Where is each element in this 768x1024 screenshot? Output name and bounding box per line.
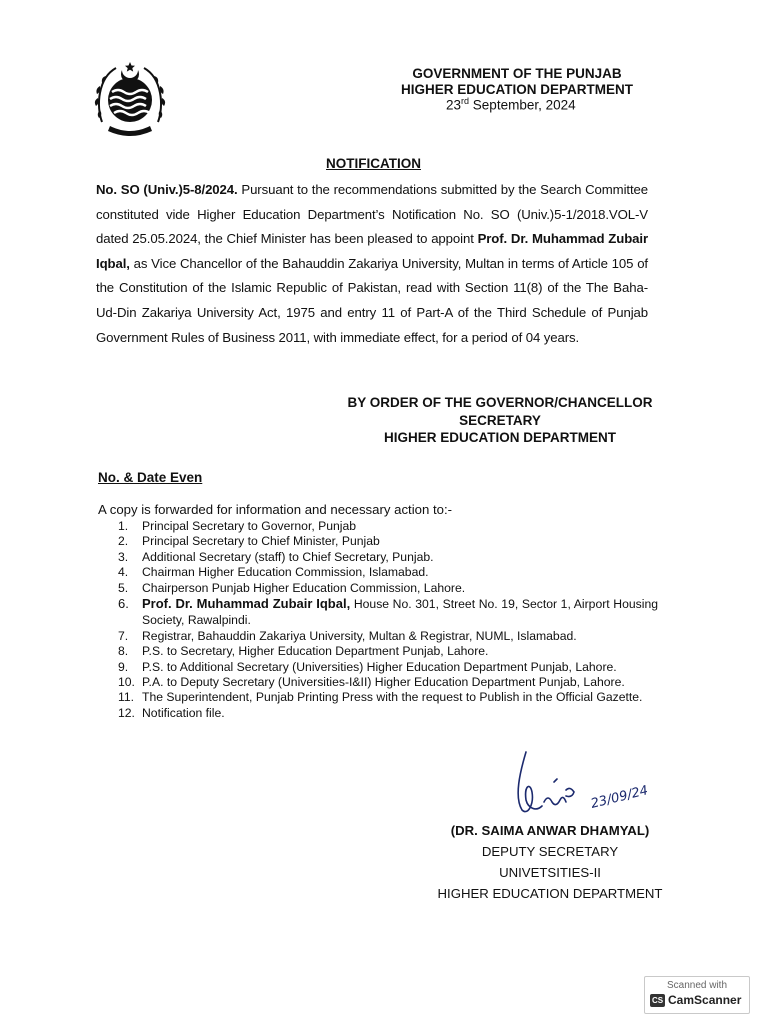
- order-line-3: HIGHER EDUCATION DEPARTMENT: [384, 430, 616, 445]
- list-item: [118, 675, 658, 690]
- list-item: [118, 550, 658, 565]
- item-text: Registrar, Bahauddin Zakariya University, Multan & Registrar, NUML, Islamabad.: [142, 628, 577, 643]
- appointee-name: Prof. Dr. Muhammad Zubair Iqbal,: [96, 231, 648, 271]
- notification-text-1: Pursuant to the recommendations submitted by the Search Committee constituted vide Higher Education Department’s Notification No. SO (Univ.)5-1/2018.VOL-V dated 25.05.2024, the Chief Minister has been pleased to appoint: [96, 182, 648, 247]
- list-item: [118, 565, 658, 580]
- copy-intro: A copy is forwarded for information and necessary action to:-: [98, 502, 453, 517]
- signature-date: 23/09/24: [589, 783, 650, 812]
- signatory-designation: DEPUTY SECRETARY: [481, 844, 619, 859]
- handwritten-signature: [500, 742, 680, 827]
- order-line-2: SECRETARY: [459, 412, 541, 428]
- item-number: 9.: [118, 659, 129, 674]
- date-month-year: September, 2024: [469, 97, 576, 113]
- item-number: 3.: [118, 549, 129, 564]
- item-text: Principal Secretary to Chief Minister, Punjab: [142, 534, 380, 549]
- notification-body: [96, 178, 648, 350]
- item-text: P.S. to Additional Secretary (Universities) Higher Education Department Punjab, Lahore.: [142, 659, 617, 674]
- department-title: HIGHER EDUCATION DEPARTMENT: [401, 82, 633, 97]
- camscanner-logo-icon: CS: [651, 996, 664, 1005]
- item-number: 10.: [118, 675, 135, 690]
- item-number: 2.: [118, 534, 129, 549]
- list-item: [118, 581, 658, 596]
- punjab-emblem-icon: [92, 56, 168, 136]
- item-text: P.S. to Secretary, Higher Education Department Punjab, Lahore.: [142, 644, 489, 659]
- signatory-department: HIGHER EDUCATION DEPARTMENT: [437, 886, 663, 901]
- distribution-list: [118, 519, 658, 721]
- camscanner-watermark: [644, 976, 750, 1014]
- notification-title: NOTIFICATION: [326, 156, 421, 171]
- item-text: Chairman Higher Education Commission, Islamabad.: [142, 565, 429, 580]
- item-bold-name: Prof. Dr. Muhammad Zubair Iqbal,: [142, 596, 351, 612]
- item-text: Notification file.: [142, 705, 225, 720]
- issue-date: [446, 96, 576, 113]
- signatory-name: (DR. SAIMA ANWAR DHAMYAL): [450, 823, 650, 838]
- notification-text-2: as Vice Chancellor of the Bahauddin Zakariya University, Multan in terms of Article 105 of the Constitution of the Islamic Republic of Pakistan, read with Section 11(8) of the The Baha-Ud-Din Zakariya University Act, 1975 and entry 11 of Part-A of the Third Schedule of Punjab Government Rules of Business 2011, with immediate effect, for a period of 04 years.: [96, 255, 648, 345]
- copy-heading: No. & Date Even: [98, 470, 203, 485]
- signature-block: [420, 820, 680, 904]
- list-item: [118, 596, 658, 629]
- item-number: 1.: [118, 519, 129, 533]
- notification-ref: No. SO (Univ.)5-8/2024.: [96, 182, 238, 197]
- order-block: [300, 394, 700, 447]
- item-number: 7.: [118, 628, 129, 643]
- order-line-1: BY ORDER OF THE GOVERNOR/CHANCELLOR: [347, 395, 653, 410]
- list-item: [118, 690, 658, 705]
- list-item: [118, 534, 658, 549]
- letterhead: [372, 66, 662, 98]
- item-number: 12.: [118, 705, 135, 720]
- list-item: [118, 519, 658, 534]
- list-item: [118, 660, 658, 675]
- item-number: 8.: [118, 644, 129, 659]
- item-number: 11.: [118, 690, 135, 705]
- item-number: 6.: [118, 596, 129, 612]
- list-item: [118, 629, 658, 644]
- government-title: GOVERNMENT OF THE PUNJAB: [412, 66, 622, 81]
- item-text: P.A. to Deputy Secretary (Universities-I&II) Higher Education Department Punjab, Lahore.: [142, 675, 625, 690]
- item-number: 5.: [118, 580, 129, 595]
- item-text: The Superintendent, Punjab Printing Press with the request to Publish in the Official Gazette.: [142, 690, 643, 705]
- list-item: [118, 644, 658, 659]
- item-text: [142, 596, 658, 629]
- item-text: Principal Secretary to Governor, Punjab: [142, 519, 357, 533]
- item-number: 4.: [118, 565, 129, 580]
- item-text: Additional Secretary (staff) to Chief Secretary, Punjab.: [142, 549, 434, 564]
- item-address: House No. 301, Street No. 19, Sector 1, Airport Housing Society, Rawalpindi.: [142, 597, 658, 628]
- item-text: Chairperson Punjab Higher Education Commission, Lahore.: [142, 580, 466, 595]
- list-item: [118, 706, 658, 721]
- date-suffix: rd: [461, 96, 470, 106]
- watermark-caption: Scanned with: [666, 980, 728, 991]
- date-day: 23: [446, 97, 462, 113]
- watermark-brand: CamScanner: [668, 993, 742, 1007]
- signatory-section: UNIVETSITIES-II: [499, 865, 601, 880]
